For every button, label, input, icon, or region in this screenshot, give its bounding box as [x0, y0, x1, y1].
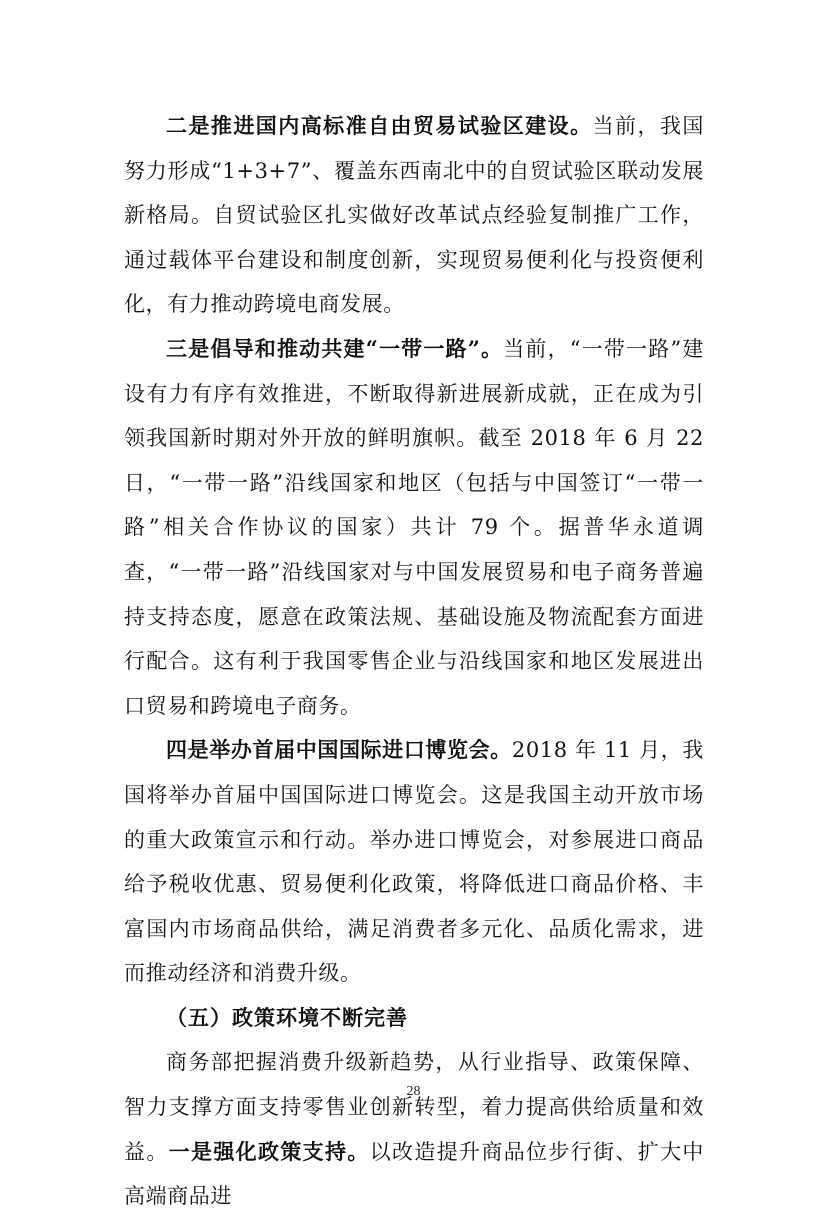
paragraph-policy-support [124, 1040, 704, 1218]
section-heading: （五）政策环境不断完善 [166, 1004, 408, 1030]
page-number: 28 [406, 1084, 421, 1099]
document-body [124, 104, 704, 1219]
paragraph-text: 当前，“一带一路”建设有力有序有效推进，不断取得新进展新成就，正在成为引领我国新时期对外开放的鲜明旗帜。截至 2018 年 6 月 22 日，“一带一路”沿线国家和地区（包括与中国签订“一带一路”相关合作协议的国家）共计 79 个。据普华永道调查，“一带一路”沿线国家对与中国发展贸易和电子商务普遍持支持态度，愿意在政策法规、基础设施及物流配套方面进行配合。这有利于我国零售企业与沿线国家和地区发展进出口贸易和跨境电子商务。 [124, 336, 704, 718]
paragraph-belt-and-road [124, 327, 704, 728]
paragraph-intro: 商务部把握消费升级新趋势，从行业指导、政策保障、智力支撑方面支持零售业创新转型，着力提高供给质量和效益。 [124, 1050, 704, 1164]
paragraph-lead: 三是倡导和推动共建“一带一路”。 [166, 335, 504, 361]
paragraph-lead: 一是强化政策支持。 [168, 1138, 370, 1164]
paragraph-text: 2018 年 11 月，我国将举办首届中国国际进口博览会。这是我国主动开放市场的重大政策宣示和行动。举办进口博览会，对参展进口商品给予税收优惠、贸易便利化政策，将降低进口商品价格、丰富国内市场商品供给，满足消费者多元化、品质化需求，进而推动经济和消费升级。 [124, 738, 704, 986]
paragraph-lead: 四是举办首届中国国际进口博览会。 [166, 737, 512, 763]
paragraph-text: 以改造提升商品位步行街、扩大中高端商品进 [124, 1139, 705, 1209]
paragraph-free-trade-zones [124, 104, 704, 327]
paragraph-text: 当前，我国努力形成“1+3+7”、覆盖东西南北中的自贸试验区联动发展新格局。自贸试验区扎实做好改革试点经验复制推广工作，通过载体平台建设和制度创新，实现贸易便利化与投资便利化，有力推动跨境电商发展。 [124, 114, 705, 317]
paragraph-import-expo [124, 728, 704, 996]
paragraph-lead: 二是推进国内高标准自由贸易试验区建设。 [166, 113, 593, 138]
